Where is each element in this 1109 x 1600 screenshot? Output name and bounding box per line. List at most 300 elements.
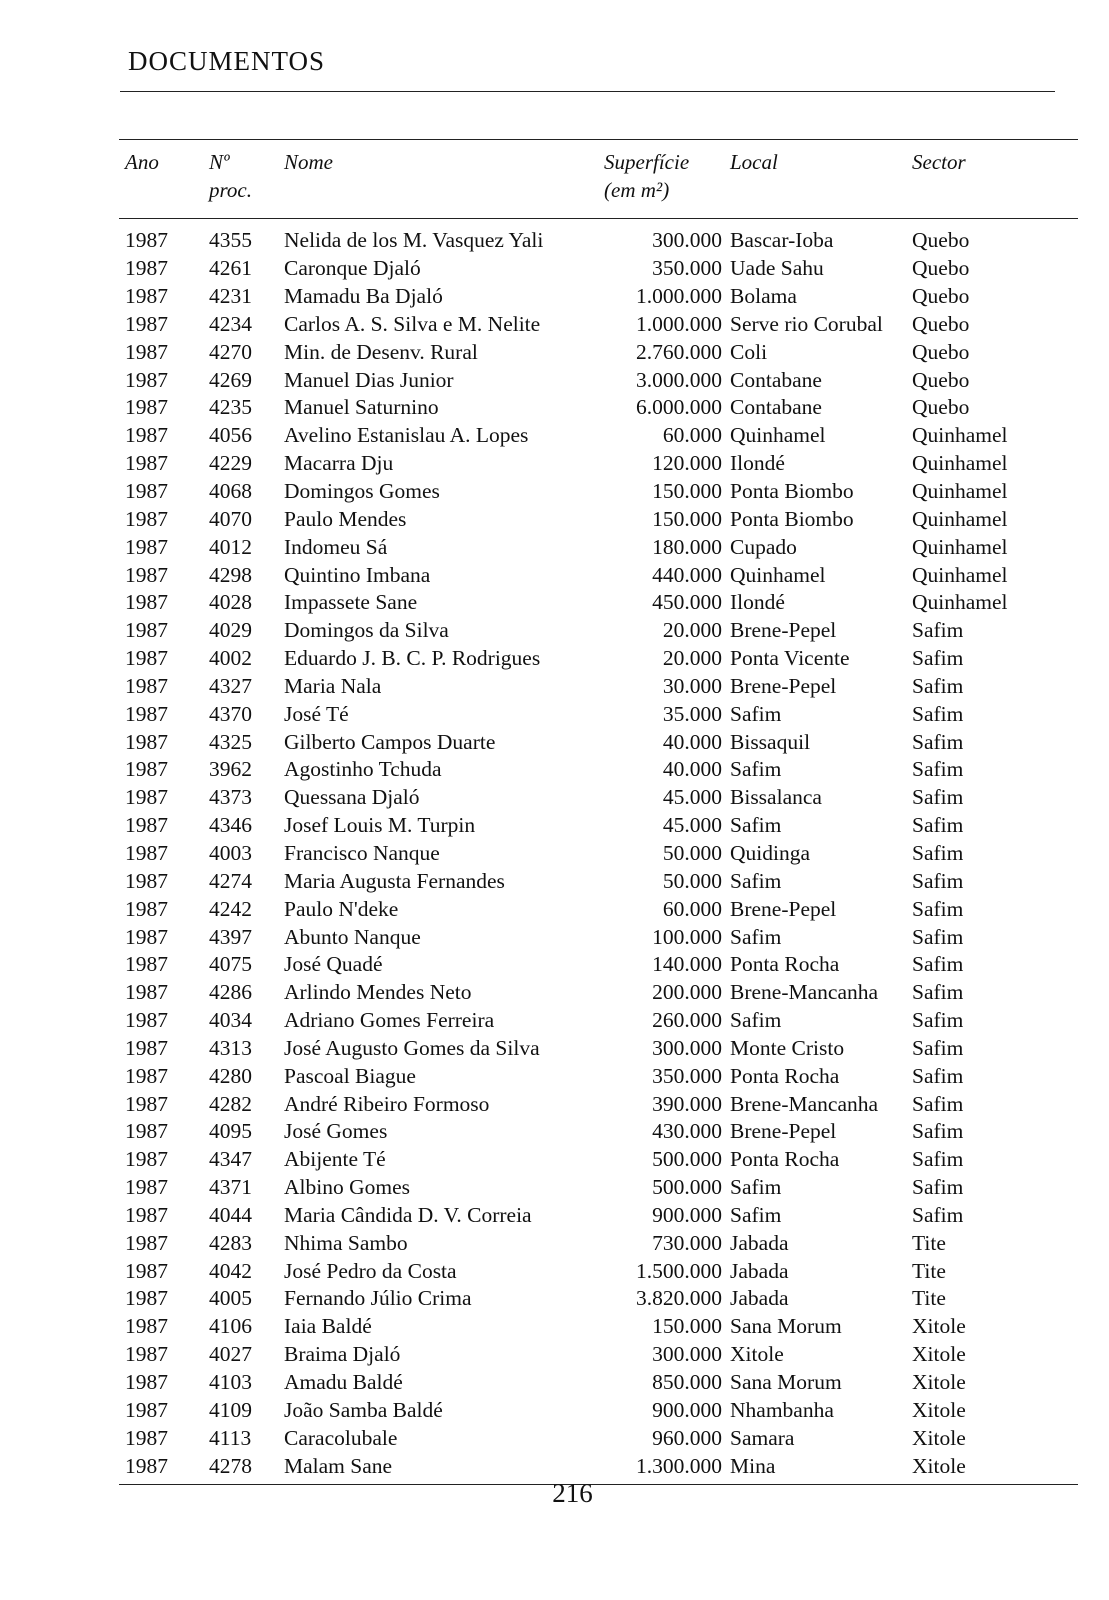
cell-nome: Josef Louis M. Turpin [284,813,476,838]
cell-proc: 4056 [209,423,252,448]
cell-proc: 4261 [209,256,252,281]
cell-nome: Adriano Gomes Ferreira [284,1008,495,1033]
cell-ano: 1987 [125,1342,168,1367]
cell-proc: 4029 [209,618,252,643]
cell-superficie: 30.000 [662,673,722,698]
cell-nome: Domingos da Silva [284,618,449,643]
cell-local: Safim [730,868,782,893]
cell-sector: Tite [912,1286,946,1311]
cell-local: Ponta Rocha [730,1063,840,1088]
cell-sector: Safim [912,729,964,754]
table-row [119,505,1078,533]
cell-sector: Safim [912,813,964,838]
table-row [119,1007,1078,1035]
cell-superficie: 2.760.000 [636,339,722,364]
cell-ano: 1987 [125,1147,168,1172]
table-row [119,255,1078,283]
cell-nome: José Té [284,701,349,726]
cell-superficie: 300.000 [652,228,722,253]
table-row [119,951,1078,979]
cell-nome: Quessana Djaló [284,785,420,810]
cell-proc: 4347 [209,1147,252,1172]
cell-ano: 1987 [125,729,168,754]
cell-proc: 4313 [209,1035,252,1060]
cell-ano: 1987 [125,256,168,281]
cell-sector: Safim [912,1175,964,1200]
table-row [119,478,1078,506]
header-superficie-line2: (em m²) [604,178,670,202]
cell-ano: 1987 [125,673,168,698]
cell-nome: Pascoal Biague [284,1063,416,1088]
cell-superficie: 350.000 [652,1063,722,1088]
cell-local: Ilondé [730,451,785,476]
cell-nome: Quintino Imbana [284,562,431,587]
cell-superficie: 60.000 [662,896,722,921]
cell-local: Bascar-Ioba [730,228,834,253]
table-row [119,311,1078,339]
table-row [119,1396,1078,1424]
cell-nome: Maria Cândida D. V. Correia [284,1202,532,1227]
cell-sector: Quebo [912,367,970,392]
cell-ano: 1987 [125,311,168,336]
cell-proc: 4075 [209,952,252,977]
table-row [119,895,1078,923]
cell-superficie: 350.000 [652,256,722,281]
cell-ano: 1987 [125,284,168,309]
header-row [119,140,1078,219]
cell-sector: Safim [912,924,964,949]
cell-local: Jabada [730,1258,789,1283]
table-row [119,338,1078,366]
cell-nome: Iaia Baldé [284,1314,372,1339]
cell-sector: Quinhamel [912,590,1008,615]
cell-sector: Safim [912,1147,964,1172]
table-row [119,422,1078,450]
cell-ano: 1987 [125,367,168,392]
cell-superficie: 40.000 [662,757,722,782]
cell-sector: Xitole [912,1452,1078,1484]
cell-sector: Safim [912,868,964,893]
header-superficie-line1: Superfície [604,150,690,174]
cell-ano: 1987 [125,1314,168,1339]
cell-nome: José Gomes [284,1119,388,1144]
cell-proc: 4355 [209,228,252,253]
cell-local: Safim [730,1008,782,1033]
table-row [119,1341,1078,1369]
cell-proc: 4327 [209,673,252,698]
cell-nome: José Pedro da Costa [284,1258,457,1283]
cell-superficie: 150.000 [652,1314,722,1339]
cell-superficie: 50.000 [662,840,722,865]
cell-local: Safim [730,1202,782,1227]
cell-nome: Maria Nala [284,673,382,698]
cell-ano: 1987 [125,395,168,420]
cell-ano: 1987 [125,646,168,671]
cell-sector: Xitole [912,1425,966,1450]
cell-nome: Domingos Gomes [284,479,440,504]
cell-sector: Quinhamel [912,562,1008,587]
table-row [119,617,1078,645]
cell-ano: 1987 [125,590,168,615]
table-header [119,140,1078,219]
cell-superficie: 390.000 [652,1091,722,1116]
cell-superficie: 960.000 [652,1425,722,1450]
cell-proc: 4373 [209,785,252,810]
cell-ano: 1987 [125,228,168,253]
cell-local: Coli [730,339,768,364]
cell-nome: José Quadé [284,952,383,977]
cell-proc: 4003 [209,840,252,865]
cell-local: Ponta Rocha [730,1147,840,1172]
cell-superficie: 150.000 [652,479,722,504]
table-row [119,394,1078,422]
header-proc-line1: Nº [209,150,230,174]
cell-superficie: 1.000.000 [636,311,722,336]
cell-local: Brene-Pepel [730,896,837,921]
header-sector: Sector [912,140,1078,219]
land-concessions-table [119,139,1078,1485]
cell-superficie: 120.000 [652,451,722,476]
cell-ano: 1987 [125,506,168,531]
table-row [119,1146,1078,1174]
cell-proc: 3962 [209,757,252,782]
table-row [119,533,1078,561]
cell-superficie: 20.000 [662,618,722,643]
cell-sector: Safim [912,1035,964,1060]
cell-nome: Arlindo Mendes Neto [284,980,472,1005]
cell-superficie: 40.000 [662,729,722,754]
page-number: 216 [552,1478,593,1508]
cell-nome: Francisco Nanque [284,840,440,865]
cell-ano: 1987 [125,980,168,1005]
cell-superficie: 900.000 [652,1397,722,1422]
table-row [119,1313,1078,1341]
cell-proc: 4028 [209,590,252,615]
cell-nome: Nhima Sambo [284,1230,408,1255]
cell-proc: 4044 [209,1202,252,1227]
cell-nome: Eduardo J. B. C. P. Rodrigues [284,646,541,671]
table-row [119,812,1078,840]
cell-ano: 1987 [125,1230,168,1255]
cell-nome: Braima Djaló [284,1342,401,1367]
cell-sector: Safim [912,840,964,865]
cell-nome: Abunto Nanque [284,924,421,949]
cell-ano: 1987 [125,813,168,838]
cell-nome: Paulo N'deke [284,896,399,921]
cell-local: Quinhamel [730,423,826,448]
cell-sector: Safim [912,618,964,643]
cell-sector: Quebo [912,395,970,420]
cell-sector: Tite [912,1230,946,1255]
cell-superficie: 450.000 [652,590,722,615]
cell-nome: Macarra Dju [284,451,394,476]
cell-proc: 4270 [209,339,252,364]
cell-sector: Xitole [912,1397,966,1422]
cell-nome: André Ribeiro Formoso [284,1091,490,1116]
cell-local: Ponta Biombo [730,479,854,504]
cell-sector: Quinhamel [912,451,1008,476]
cell-local: Safim [730,924,782,949]
cell-sector: Safim [912,1008,964,1033]
cell-proc: 4242 [209,896,252,921]
cell-nome: José Augusto Gomes da Silva [284,1035,540,1060]
cell-nome: Paulo Mendes [284,506,407,531]
cell-ano: 1987 [125,534,168,559]
cell-sector: Xitole [912,1342,966,1367]
cell-proc: 4113 [209,1425,252,1450]
table-row [119,1424,1078,1452]
cell-nome: Carlos A. S. Silva e M. Nelite [284,311,541,336]
cell-ano: 1987 [125,1425,168,1450]
cell-nome: Agostinho Tchuda [284,757,442,782]
cell-proc: 4278 [209,1452,284,1484]
cell-sector: Safim [912,1202,964,1227]
cell-sector: Quinhamel [912,506,1008,531]
table-row [119,645,1078,673]
cell-superficie: 900.000 [652,1202,722,1227]
cell-proc: 4325 [209,729,252,754]
cell-proc: 4282 [209,1091,252,1116]
cell-local: Jabada [730,1286,789,1311]
table-row [119,867,1078,895]
cell-local: Bissalanca [730,785,822,810]
cell-proc: 4234 [209,311,252,336]
cell-ano: 1987 [119,1452,209,1484]
cell-superficie: 300.000 [652,1035,722,1060]
cell-ano: 1987 [125,1286,168,1311]
cell-nome: Min. de Desenv. Rural [284,339,478,364]
cell-nome: Albino Gomes [284,1175,411,1200]
header-proc [209,140,284,219]
land-concessions-table-container [119,139,1051,1485]
cell-ano: 1987 [125,479,168,504]
cell-ano: 1987 [125,924,168,949]
header-ano: Ano [119,140,209,219]
cell-superficie: 50.000 [662,868,722,893]
table-row [119,979,1078,1007]
table-row [119,1257,1078,1285]
cell-local: Brene-Mancanha [730,980,879,1005]
cell-ano: 1987 [125,423,168,448]
cell-local: Safim [730,1175,782,1200]
cell-proc: 4012 [209,534,252,559]
cell-ano: 1987 [125,840,168,865]
cell-ano: 1987 [125,757,168,782]
table-row [119,923,1078,951]
cell-sector: Quebo [912,284,970,309]
cell-proc: 4370 [209,701,252,726]
cell-sector: Xitole [912,1370,966,1395]
table-row [119,728,1078,756]
cell-sector: Safim [912,1119,964,1144]
cell-ano: 1987 [125,868,168,893]
table-row [119,219,1078,255]
cell-proc: 4068 [209,479,252,504]
cell-proc: 4371 [209,1175,252,1200]
cell-nome: Abijente Té [284,1147,386,1172]
cell-nome: Malam Sane [284,1452,584,1484]
cell-superficie: 180.000 [652,534,722,559]
cell-ano: 1987 [125,1119,168,1144]
cell-proc: 4286 [209,980,252,1005]
cell-ano: 1987 [125,952,168,977]
cell-proc: 4283 [209,1230,252,1255]
cell-sector: Safim [912,896,964,921]
cell-proc: 4229 [209,451,252,476]
cell-local: Monte Cristo [730,1035,845,1060]
header-local: Local [730,140,912,219]
cell-nome: Avelino Estanislau A. Lopes [284,423,529,448]
cell-proc: 4027 [209,1342,252,1367]
table-row [119,840,1078,868]
table-row [119,366,1078,394]
cell-sector: Quinhamel [912,479,1008,504]
cell-nome: Manuel Dias Junior [284,367,454,392]
cell-ano: 1987 [125,339,168,364]
cell-proc: 4231 [209,284,252,309]
cell-superficie: 140.000 [652,952,722,977]
cell-local: Samara [730,1425,795,1450]
cell-ano: 1987 [125,451,168,476]
cell-ano: 1987 [125,1397,168,1422]
cell-superficie: 6.000.000 [636,395,722,420]
table-row [119,1062,1078,1090]
cell-sector: Tite [912,1258,946,1283]
cell-local: Brene-Pepel [730,1119,837,1144]
cell-superficie: 1.300.000 [584,1452,730,1484]
cell-local: Quidinga [730,840,811,865]
cell-proc: 4397 [209,924,252,949]
cell-local: Ilondé [730,590,785,615]
table-row [119,756,1078,784]
cell-local: Serve rio Corubal [730,311,883,336]
cell-sector: Safim [912,785,964,810]
cell-local: Ponta Biombo [730,506,854,531]
cell-superficie: 100.000 [652,924,722,949]
cell-proc: 4269 [209,367,252,392]
cell-sector: Quebo [912,339,970,364]
cell-superficie: 60.000 [662,423,722,448]
cell-sector: Quebo [912,311,970,336]
cell-superficie: 430.000 [652,1119,722,1144]
cell-nome: Maria Augusta Fernandes [284,868,505,893]
cell-local: Bolama [730,284,797,309]
cell-local: Nhambanha [730,1397,834,1422]
cell-sector: Quebo [912,228,970,253]
cell-ano: 1987 [125,1063,168,1088]
table-row [119,1202,1078,1230]
cell-superficie: 45.000 [662,813,722,838]
running-head: DOCUMENTOS [128,46,326,76]
table-row [119,1174,1078,1202]
cell-ano: 1987 [125,785,168,810]
table-body [119,219,1078,1485]
cell-nome: Gilberto Campos Duarte [284,729,496,754]
cell-proc: 4106 [209,1314,252,1339]
cell-superficie: 260.000 [652,1008,722,1033]
cell-local: Brene-Mancanha [730,1091,879,1116]
cell-local: Safim [730,701,782,726]
table-row [119,1118,1078,1146]
cell-local: Cupado [730,534,797,559]
cell-sector: Xitole [912,1314,966,1339]
table-row [119,1229,1078,1257]
cell-ano: 1987 [125,1091,168,1116]
cell-ano: 1987 [125,896,168,921]
table-row [119,673,1078,701]
cell-ano: 1987 [125,1258,168,1283]
cell-superficie: 200.000 [652,980,722,1005]
cell-local: Contabane [730,367,822,392]
cell-local: Jabada [730,1230,789,1255]
cell-sector: Safim [912,952,964,977]
table-row [119,450,1078,478]
header-rule [120,91,1055,92]
header-superficie [584,140,730,219]
table-row [119,784,1078,812]
cell-proc: 4280 [209,1063,252,1088]
cell-sector: Safim [912,757,964,782]
cell-local: Contabane [730,395,822,420]
cell-superficie: 1.500.000 [636,1258,722,1283]
cell-superficie: 20.000 [662,646,722,671]
cell-superficie: 440.000 [652,562,722,587]
cell-sector: Safim [912,1091,964,1116]
cell-local: Brene-Pepel [730,673,837,698]
cell-nome: Mamadu Ba Djaló [284,284,443,309]
cell-nome: Nelida de los M. Vasquez Yali [284,228,544,253]
cell-ano: 1987 [125,1175,168,1200]
cell-superficie: 3.820.000 [636,1286,722,1311]
cell-nome: Amadu Baldé [284,1370,403,1395]
cell-superficie: 500.000 [652,1175,722,1200]
cell-ano: 1987 [125,618,168,643]
cell-superficie: 1.000.000 [636,284,722,309]
cell-local: Sana Morum [730,1370,842,1395]
cell-ano: 1987 [125,1202,168,1227]
cell-nome: Manuel Saturnino [284,395,439,420]
cell-superficie: 35.000 [662,701,722,726]
cell-sector: Quinhamel [912,423,1008,448]
cell-local: Sana Morum [730,1314,842,1339]
cell-superficie: 730.000 [652,1230,722,1255]
header-proc-line2: proc. [209,178,252,202]
table-row [119,1285,1078,1313]
table-row [119,1034,1078,1062]
cell-sector: Safim [912,673,964,698]
cell-local: Mina [730,1452,912,1484]
cell-nome: Fernando Júlio Crima [284,1286,472,1311]
cell-local: Quinhamel [730,562,826,587]
cell-sector: Safim [912,980,964,1005]
cell-superficie: 300.000 [652,1342,722,1367]
cell-proc: 4042 [209,1258,252,1283]
cell-superficie: 3.000.000 [636,367,722,392]
cell-local: Ponta Rocha [730,952,840,977]
cell-local: Uade Sahu [730,256,824,281]
cell-ano: 1987 [125,701,168,726]
cell-local: Brene-Pepel [730,618,837,643]
cell-proc: 4095 [209,1119,252,1144]
table-row [119,561,1078,589]
cell-nome: Indomeu Sá [284,534,388,559]
cell-ano: 1987 [125,1370,168,1395]
cell-nome: João Samba Baldé [284,1397,443,1422]
cell-ano: 1987 [125,1035,168,1060]
cell-sector: Quebo [912,256,970,281]
cell-proc: 4034 [209,1008,252,1033]
cell-sector: Safim [912,701,964,726]
